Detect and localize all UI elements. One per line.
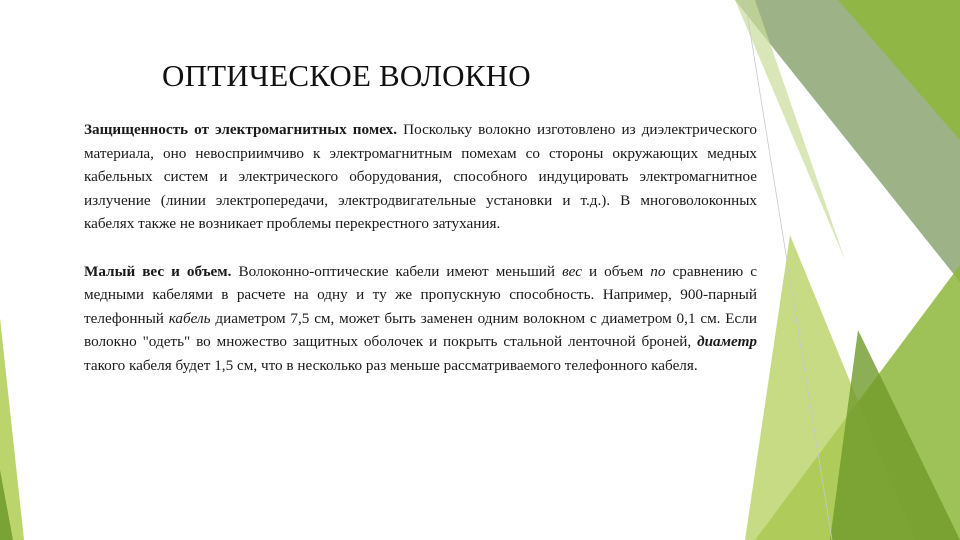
paragraph-text: Волоконно-оптические кабели имеют меньший [231,262,563,280]
slide-title: ОПТИЧЕСКОЕ ВОЛОКНО [162,58,531,93]
paragraph-text: диаметром 7,5 см, может быть заменен одним волокном с диаметром 0,1 см. Если волокно "одеть" во множество защитных оболочек и покрыть стальной ленточной броней, [84,309,757,351]
italic-bold-term: диаметр [697,333,757,351]
paragraph-text: Поскольку волокно изготовлено из диэлектрического материала, оно невосприимчиво к электромагнитным помехам со стороны окружающих медных кабельных систем и электрического оборудования, способного индуцировать электромагнитное излучение (линии электропередачи, электродвигательные установки и т.д.). В многоволоконных кабелях также не возникает проблемы перекрестного затухания. [84,121,757,233]
paragraph-text: и объем [581,262,651,280]
paragraph-text: сравнению с медными кабелями в расчете на одну и ту же пропускную способность. Например, 900-парный телефонный [84,262,757,327]
italic-term: по [650,262,666,280]
paragraph-lead: Защищенность от электромагнитных помех. [84,121,398,138]
paragraph-lead: Малый вес и объем. [84,262,232,280]
slide-body [84,118,757,378]
paragraph-weight-volume [84,260,757,378]
paragraph-emi-protection [84,118,757,236]
italic-term: вес [562,262,582,280]
paragraph-text: такого кабеля будет 1,5 см, что в несколько раз меньше рассматриваемого телефонного кабеля. [84,356,698,374]
italic-term: кабель [168,309,211,327]
